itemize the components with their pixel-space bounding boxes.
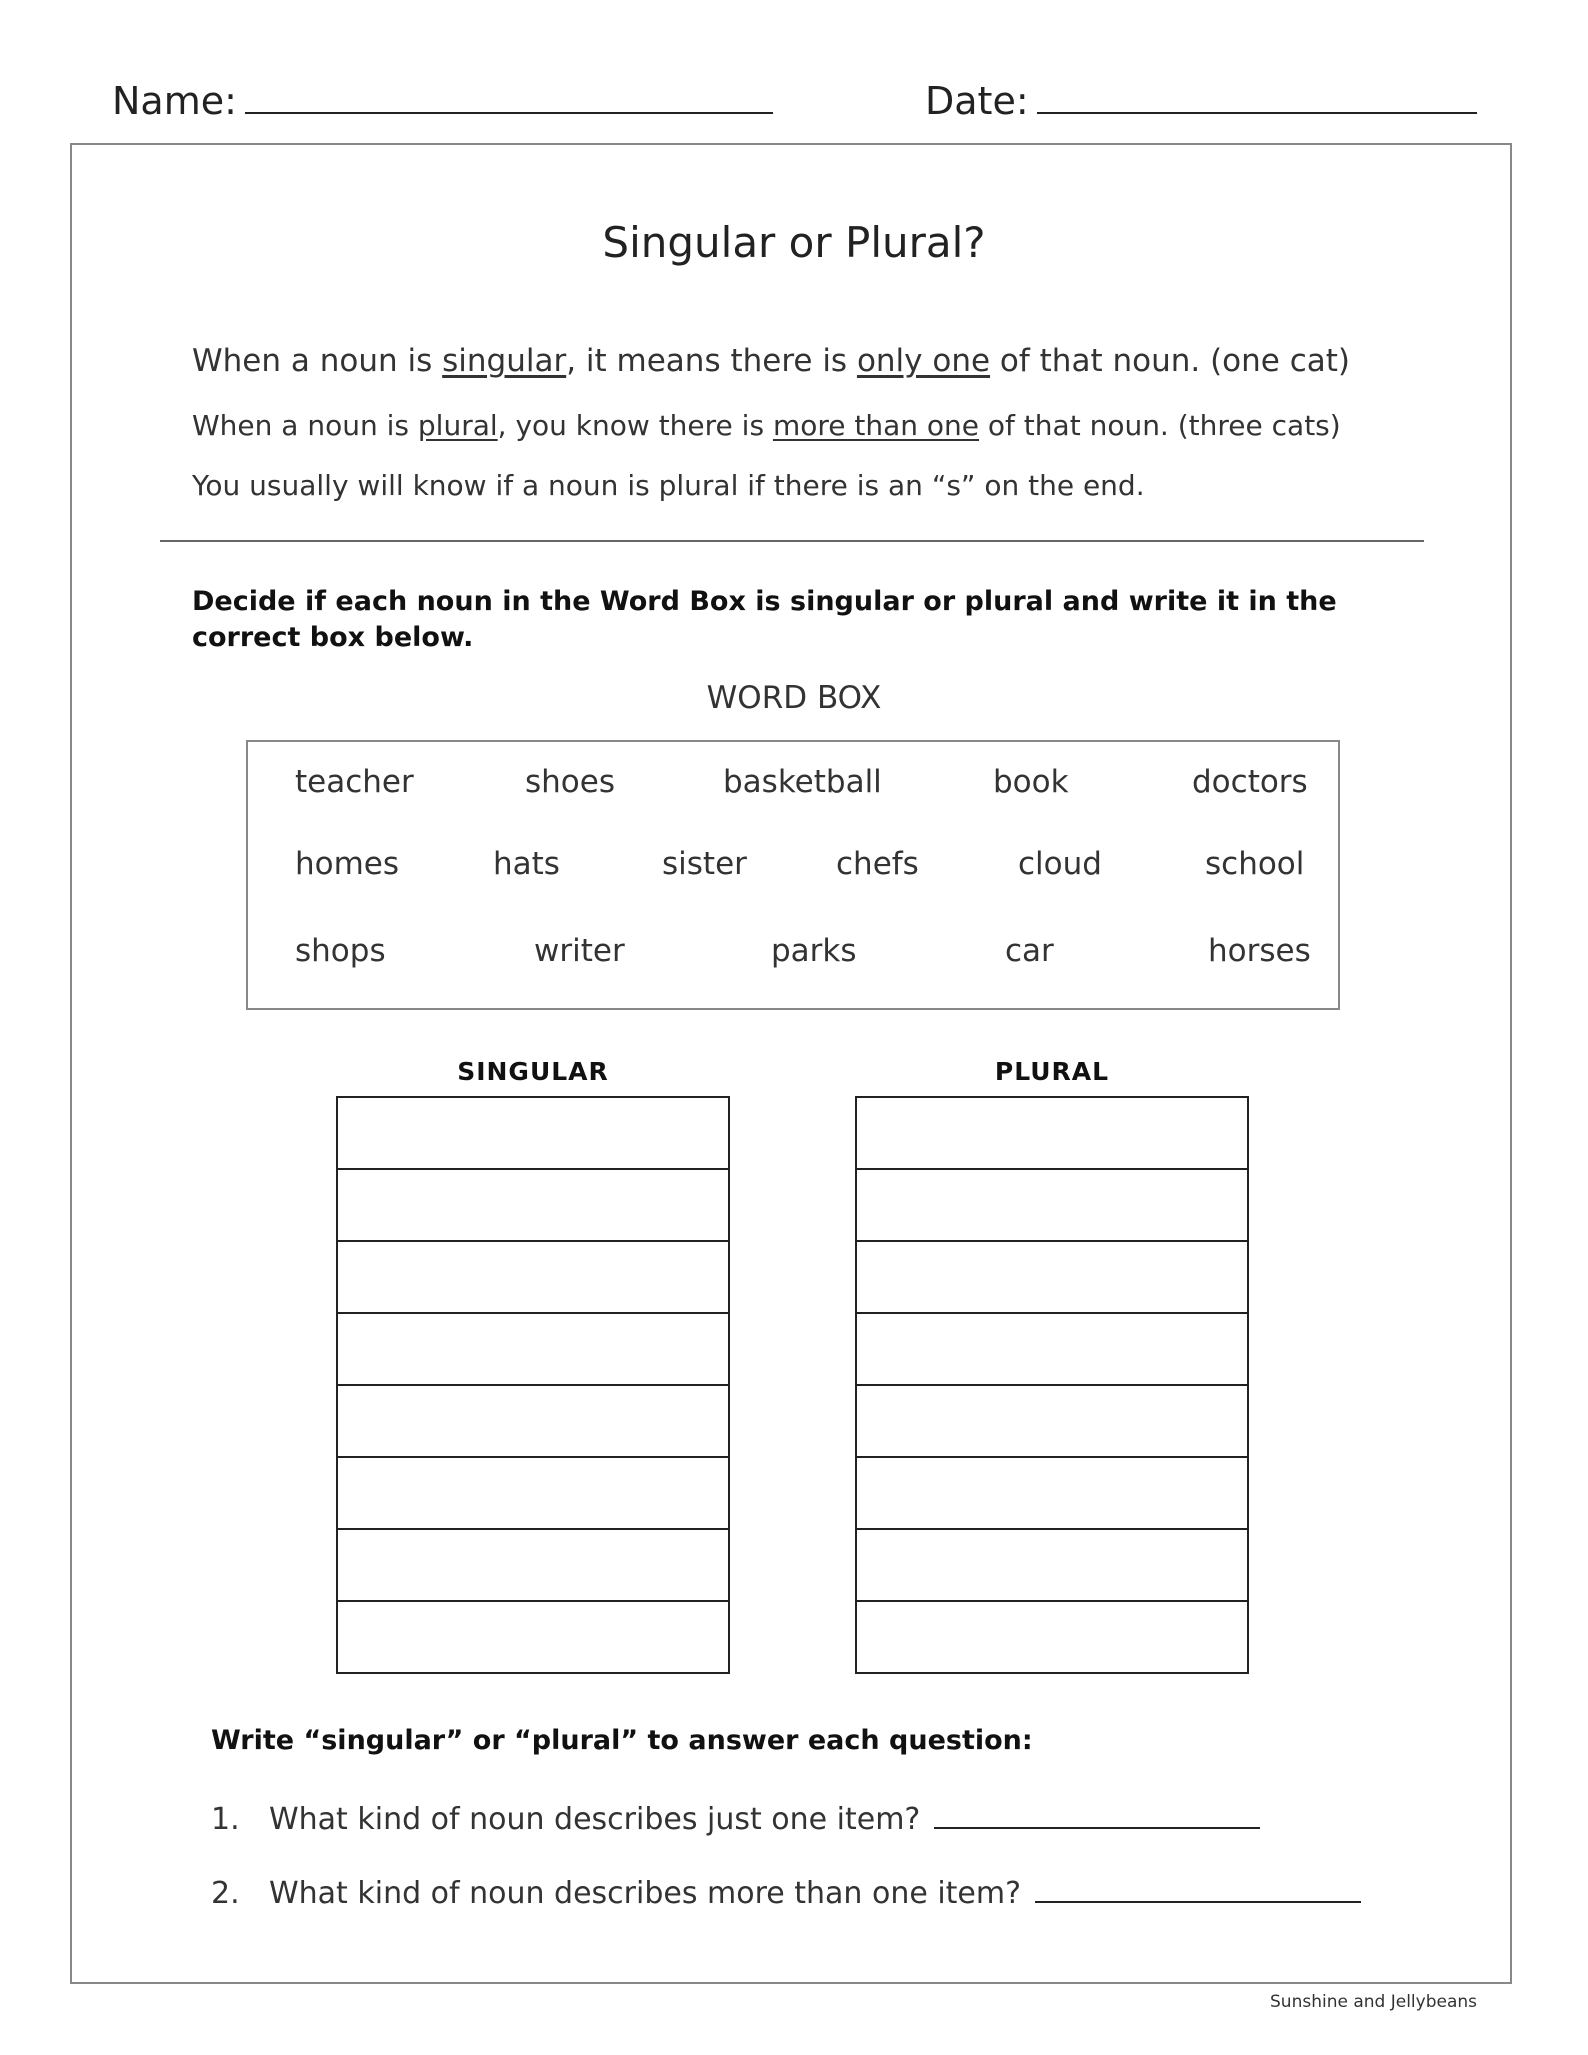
questions-instruction: Write “singular” or “plural” to answer each question: (211, 1725, 1033, 1756)
word-item: sister (662, 846, 747, 882)
word-item: hats (493, 846, 560, 882)
word-item: chefs (836, 846, 919, 882)
rule-underline: more than one (772, 409, 980, 442)
rule-text: of that noun. (three cats) (979, 409, 1341, 442)
question-2 (211, 1873, 1361, 1911)
credit-text: Sunshine and Jellybeans (1270, 1992, 1477, 2012)
rule-text: of that noun. (one cat) (990, 343, 1350, 379)
plural-answer-cell[interactable] (857, 1314, 1247, 1386)
page-title: Singular or Plural? (602, 218, 986, 267)
word-item: doctors (1192, 764, 1308, 800)
plural-answer-cell[interactable] (857, 1602, 1247, 1674)
rule-underline: plural (417, 409, 498, 442)
word-item: book (993, 764, 1069, 800)
rule-text: , you know there is (497, 409, 773, 442)
question-1 (211, 1799, 1260, 1837)
singular-answer-cell[interactable] (338, 1098, 728, 1170)
date-field[interactable] (1037, 78, 1477, 114)
rule-text: When a noun is (192, 409, 418, 442)
word-item: shops (295, 933, 386, 969)
date-label-text: Date: (925, 79, 1029, 123)
answer-line[interactable] (934, 1799, 1260, 1829)
name-field[interactable] (245, 78, 773, 114)
singular-answer-cell[interactable] (338, 1458, 728, 1530)
singular-answer-cell[interactable] (338, 1386, 728, 1458)
rule-underline: only one (856, 343, 991, 379)
plural-answer-cell[interactable] (857, 1386, 1247, 1458)
rule-underline: singular (442, 343, 567, 379)
plural-answer-cell[interactable] (857, 1098, 1247, 1170)
divider (160, 540, 1424, 542)
date-label (925, 78, 1477, 123)
question-number: 2. (211, 1876, 240, 1911)
word-item: writer (534, 933, 625, 969)
plural-answer-cell[interactable] (857, 1170, 1247, 1242)
question-text: What kind of noun describes more than one item? (269, 1876, 1022, 1911)
plural-answer-cell[interactable] (857, 1458, 1247, 1530)
singular-answer-cell[interactable] (338, 1314, 728, 1386)
rule-singular (192, 343, 1350, 379)
word-item: basketball (723, 764, 882, 800)
name-label-text: Name: (112, 79, 237, 123)
rule-s-ending: You usually will know if a noun is plural if there is an “s” on the end. (192, 469, 1145, 502)
word-box-title: WORD BOX (706, 680, 882, 716)
name-label (112, 78, 773, 123)
singular-answer-cell[interactable] (338, 1530, 728, 1602)
rule-text: , it means there is (566, 343, 857, 379)
singular-answer-cell[interactable] (338, 1602, 728, 1674)
word-item: cloud (1018, 846, 1102, 882)
plural-answer-cell[interactable] (857, 1530, 1247, 1602)
word-item: horses (1208, 933, 1311, 969)
word-item: school (1205, 846, 1305, 882)
rule-text: When a noun is (192, 343, 443, 379)
plural-heading: PLURAL (994, 1057, 1110, 1086)
plural-answer-cell[interactable] (857, 1242, 1247, 1314)
answer-line[interactable] (1035, 1873, 1361, 1903)
rule-plural (192, 409, 1341, 442)
plural-answer-table (855, 1096, 1249, 1674)
word-item: car (1005, 933, 1054, 969)
singular-answer-cell[interactable] (338, 1242, 728, 1314)
singular-answer-cell[interactable] (338, 1170, 728, 1242)
question-text: What kind of noun describes just one item? (269, 1802, 921, 1837)
word-box (246, 740, 1340, 1010)
singular-heading: SINGULAR (457, 1057, 609, 1086)
question-number: 1. (211, 1802, 240, 1837)
word-item: parks (771, 933, 857, 969)
word-item: teacher (295, 764, 414, 800)
singular-answer-table (336, 1096, 730, 1674)
word-item: shoes (525, 764, 615, 800)
word-box-instruction: Decide if each noun in the Word Box is singular or plural and write it in the correct box below. (192, 586, 1337, 653)
word-item: homes (295, 846, 400, 882)
